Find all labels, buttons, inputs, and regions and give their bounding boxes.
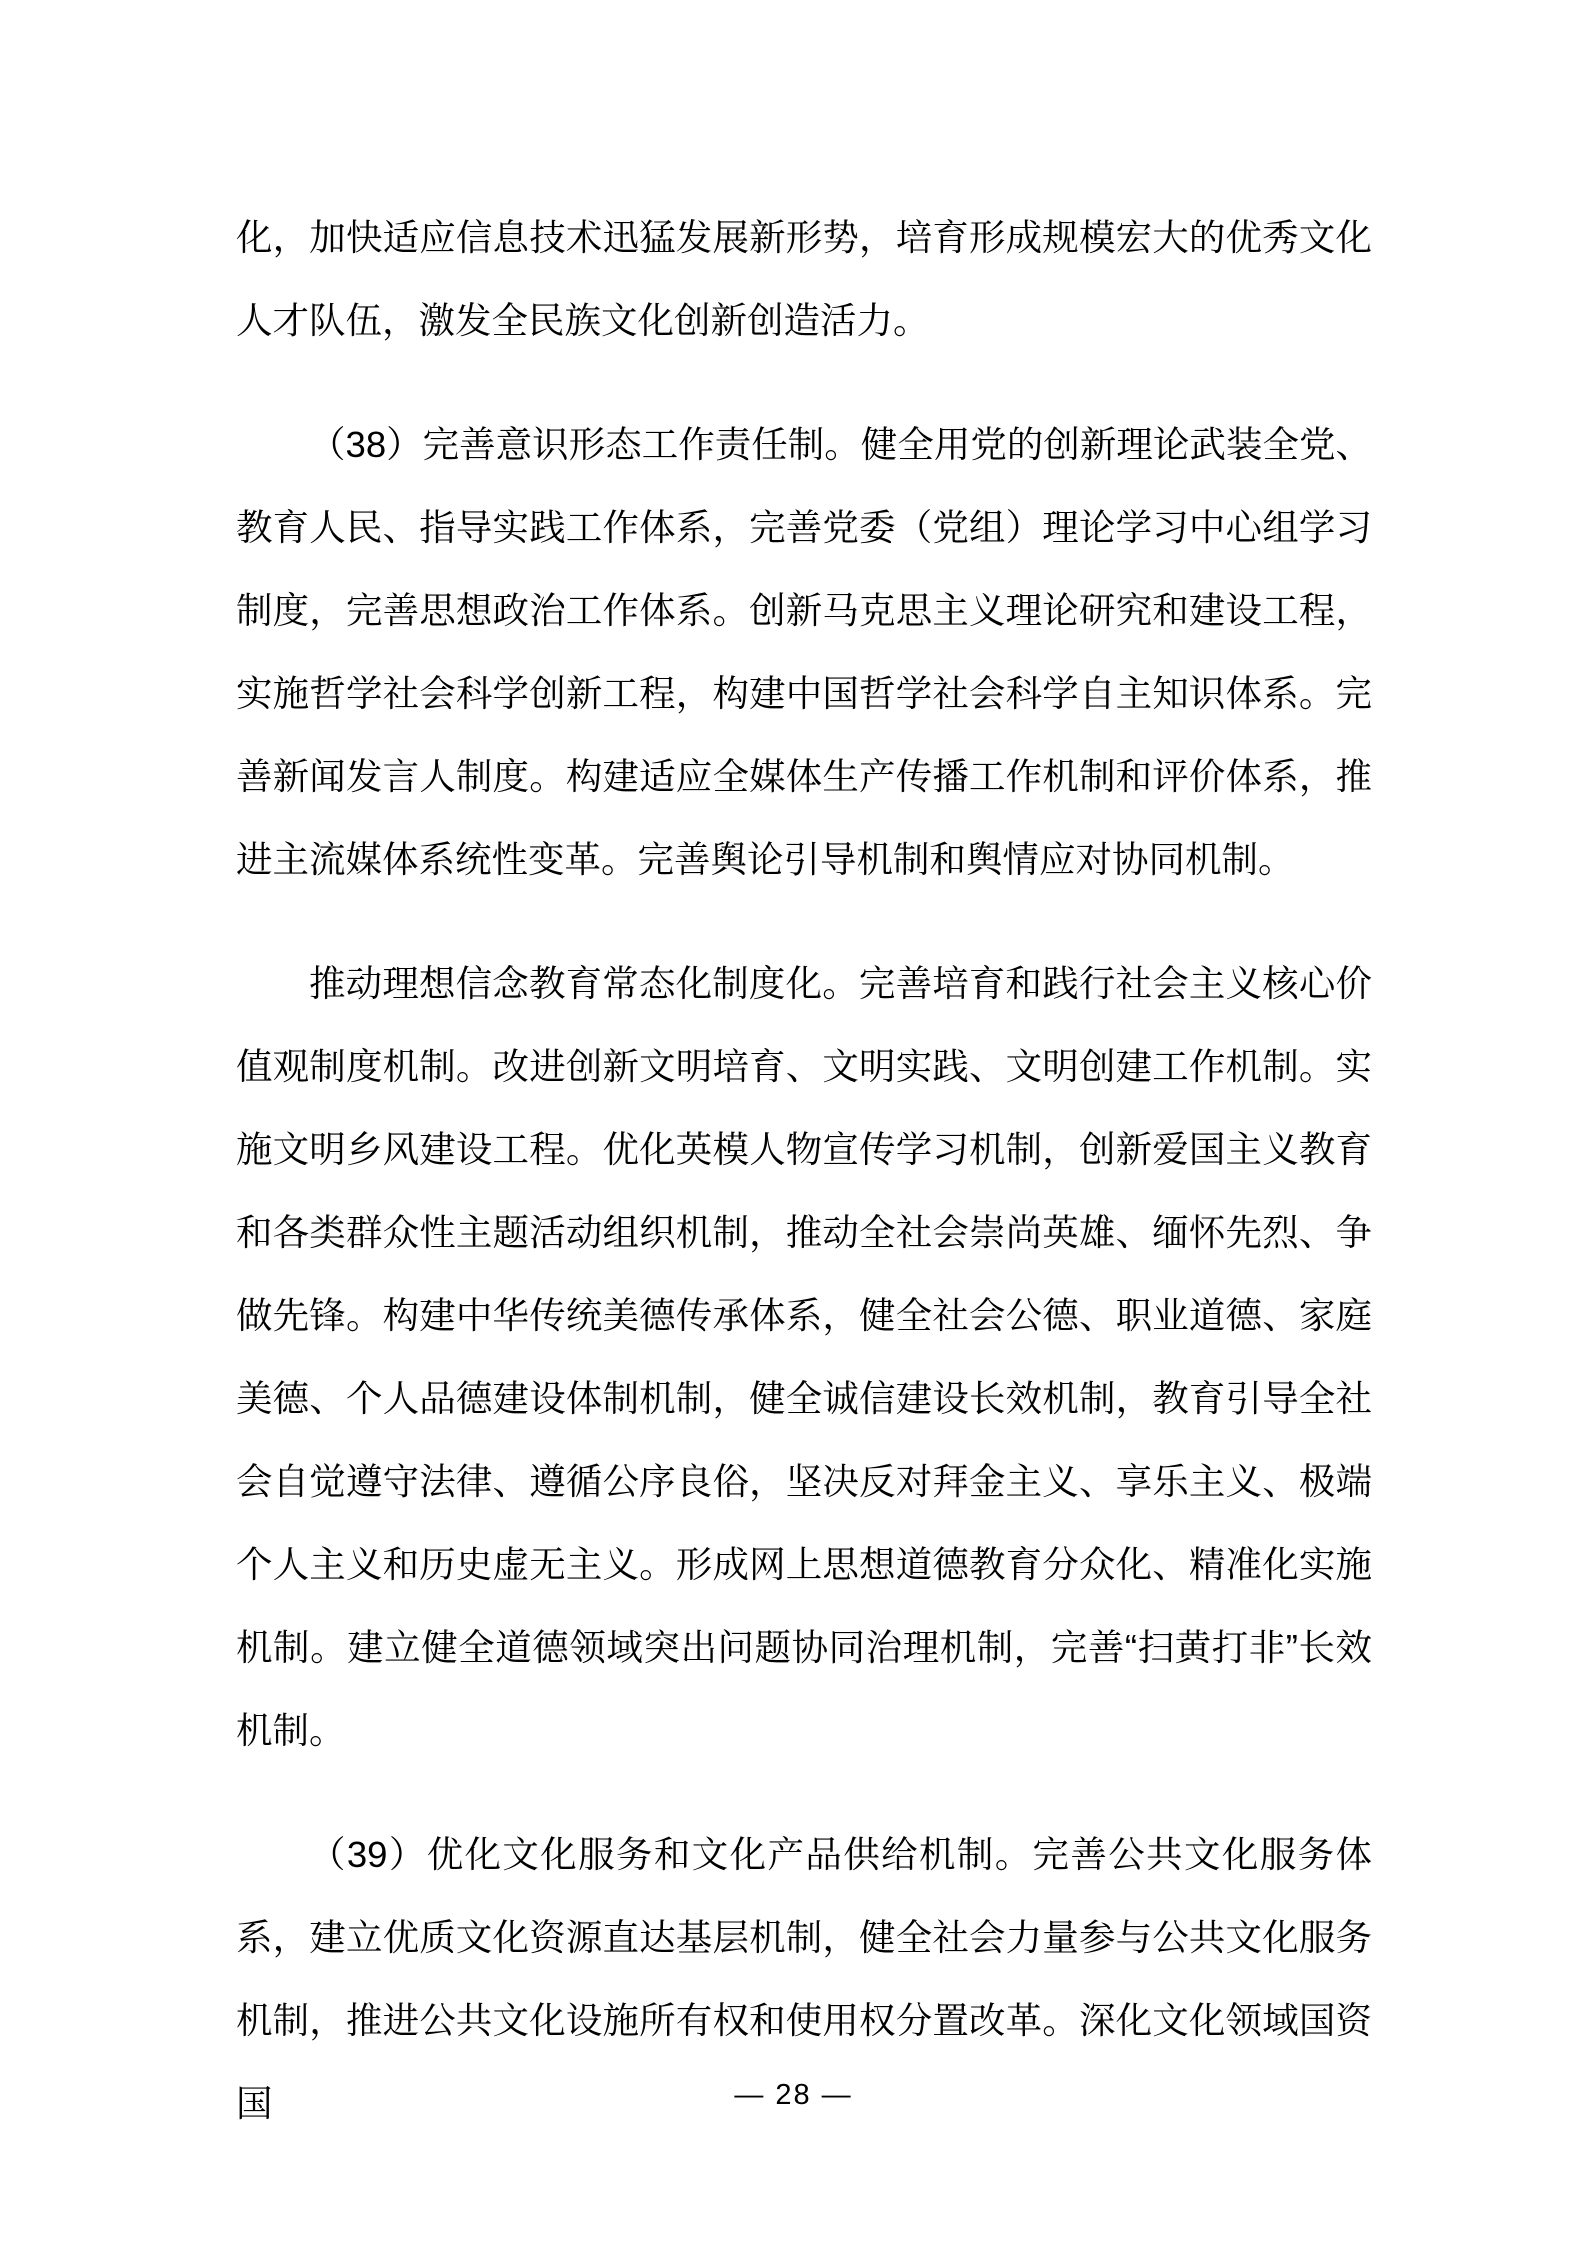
paragraph: 化，加快适应信息技术迅猛发展新形势，培育形成规模宏大的优秀文化人才队伍，激发全民族文化创新创造活力。 (236, 217, 1372, 341)
paragraph: 推动理想信念教育常态化制度化。完善培育和践行社会主义核心价值观制度机制。改进创新文明培育、文明实践、文明创建工作机制。实施文明乡风建设工程。优化英模人物宣传学习机制，创新爱国主义教育和各类群众性主题活动组织机制，推动全社会崇尚英雄、缅怀先烈、争做先锋。构建中华传统美德传承体系，健全社会公德、职业道德、家庭美德、个人品德建设体制机制，健全诚信建设长效机制，教育引导全社会自觉遵守法律、遵循公序良俗，坚决反对拜金主义、享乐主义、极端个人主义和历史虚无主义。形成网上思想道德教育分众化、精准化实施机制。建立健全道德领域突出问题协同治理机制，完善“扫黄打非”长效机制。 (236, 963, 1372, 1751)
document-body (236, 196, 1372, 2145)
paragraph: （38）完善意识形态工作责任制。健全用党的创新理论武装全党、教育人民、指导实践工作体系，完善党委（党组）理论学习中心组学习制度，完善思想政治工作体系。创新马克思主义理论研究和建设工程，实施哲学社会科学创新工程，构建中国哲学社会科学自主知识体系。完善新闻发言人制度。构建适应全媒体生产传播工作机制和评价体系，推进主流媒体系统性变革。完善舆论引导机制和舆情应对协同机制。 (236, 424, 1372, 880)
paragraph: （39）优化文化服务和文化产品供给机制。完善公共文化服务体系，建立优质文化资源直达基层机制，健全社会力量参与公共文化服务机制，推进公共文化设施所有权和使用权分置改革。深化文化领域国资国 (236, 1834, 1372, 2124)
page-number: — 28 — (734, 2079, 853, 2111)
